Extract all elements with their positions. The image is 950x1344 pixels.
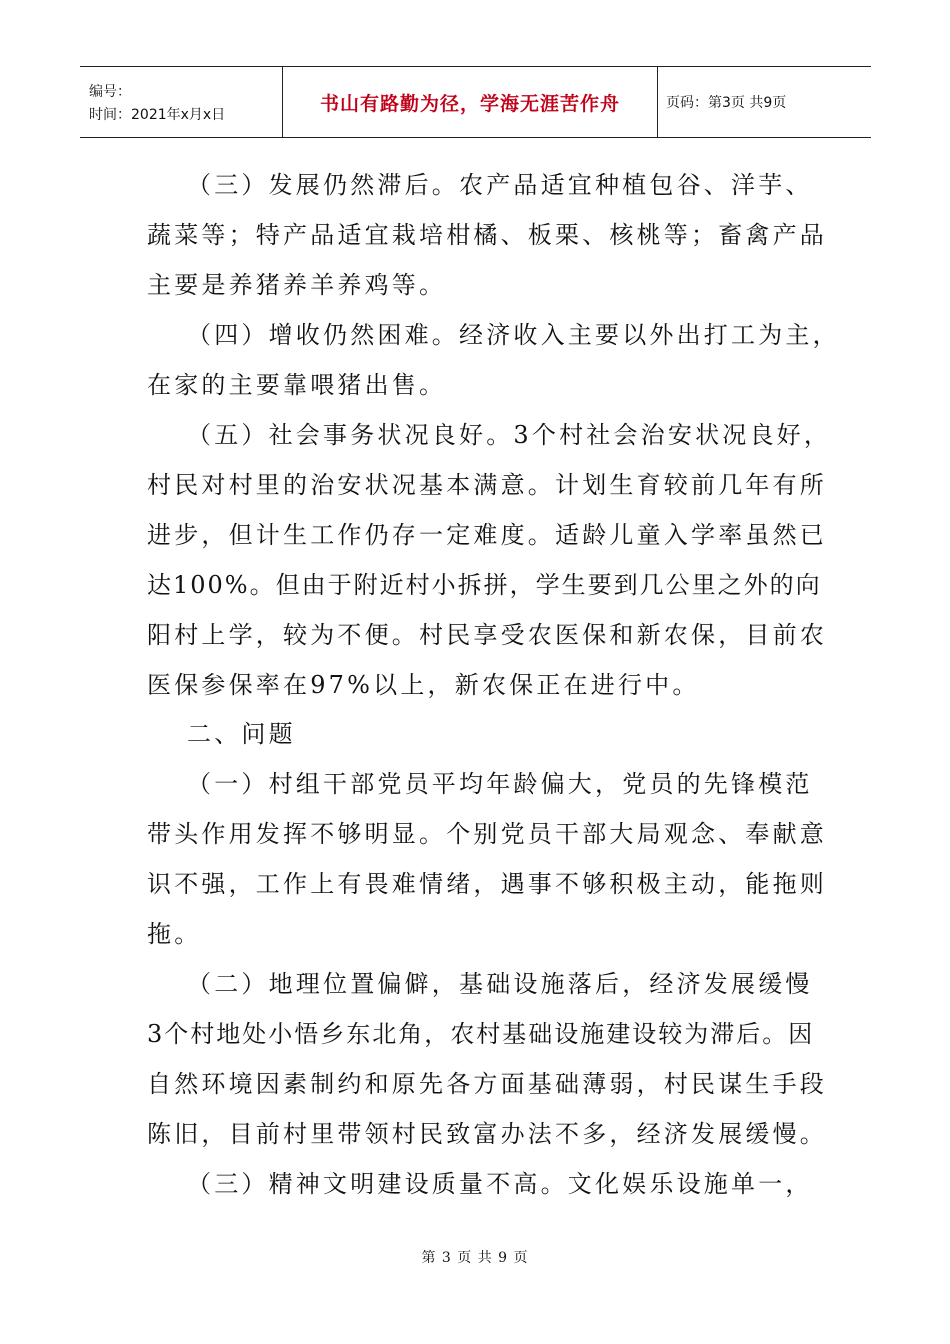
paragraph-line: 阳村上学，较为不便。村民享受农医保和新农保，目前农 bbox=[147, 621, 827, 649]
paragraph-line: （二）地理位置偏僻，基础设施落后，经济发展缓慢 bbox=[187, 970, 813, 998]
paragraph-line: 带头作用发挥不够明显。个别党员干部大局观念、奉献意 bbox=[147, 820, 827, 848]
paragraph-line: 主要是养猪养羊养鸡等。 bbox=[147, 271, 447, 299]
paragraph-line: 自然环境因素制约和原先各方面基础薄弱，村民谋生手段 bbox=[147, 1070, 827, 1098]
paragraph-line: 识不强，工作上有畏难情绪，遇事不够积极主动，能拖则 bbox=[147, 870, 827, 898]
section-heading: 二、问题 bbox=[187, 720, 296, 748]
paragraph-line: 村民对村里的治安状况基本满意。计划生育较前几年有所 bbox=[147, 471, 827, 499]
document-number-label: 编号： bbox=[89, 83, 131, 100]
paragraph-line: （一）村组干部党员平均年龄偏大，党员的先锋模范 bbox=[187, 770, 813, 798]
paragraph-line: （三）精神文明建设质量不高。文化娱乐设施单一， bbox=[187, 1170, 813, 1198]
paragraph-line: 在家的主要靠喂猪出售。 bbox=[147, 371, 447, 399]
paragraph-line: 陈旧，目前村里带领村民致富办法不多，经济发展缓慢。 bbox=[147, 1120, 827, 1148]
document-date-label: 时间：2021年x月x日 bbox=[89, 106, 226, 123]
paragraph-line: 进步，但计生工作仍存一定难度。适龄儿童入学率虽然已 bbox=[147, 521, 827, 549]
page-footer: 第 3 页 共 9 页 bbox=[421, 1250, 529, 1266]
header-page-label: 页码：第3页 共9页 bbox=[666, 95, 787, 111]
paragraph-line: 达100%。但由于附近村小拆拼，学生要到几公里之外的向 bbox=[147, 571, 822, 599]
paragraph-line: 医保参保率在97%以上，新农保正在进行中。 bbox=[147, 671, 700, 699]
paragraph-line: 蔬菜等；特产品适宜栽培柑橘、板栗、核桃等；畜禽产品 bbox=[147, 221, 827, 249]
paragraph-line: 3个村地处小悟乡东北角，农村基础设施建设较为滞后。因 bbox=[147, 1020, 815, 1048]
paragraph-line: （五）社会事务状况良好。3个村社会治安状况良好， bbox=[187, 421, 832, 449]
paragraph-line: （四）增收仍然困难。经济收入主要以外出打工为主， bbox=[187, 321, 840, 349]
header-motto: 书山有路勤为径，学海无涯苦作舟 bbox=[319, 92, 620, 115]
paragraph-line: 拖。 bbox=[147, 920, 202, 948]
paragraph-line: （三）发展仍然滞后。农产品适宜种植包谷、洋芋、 bbox=[187, 171, 813, 199]
